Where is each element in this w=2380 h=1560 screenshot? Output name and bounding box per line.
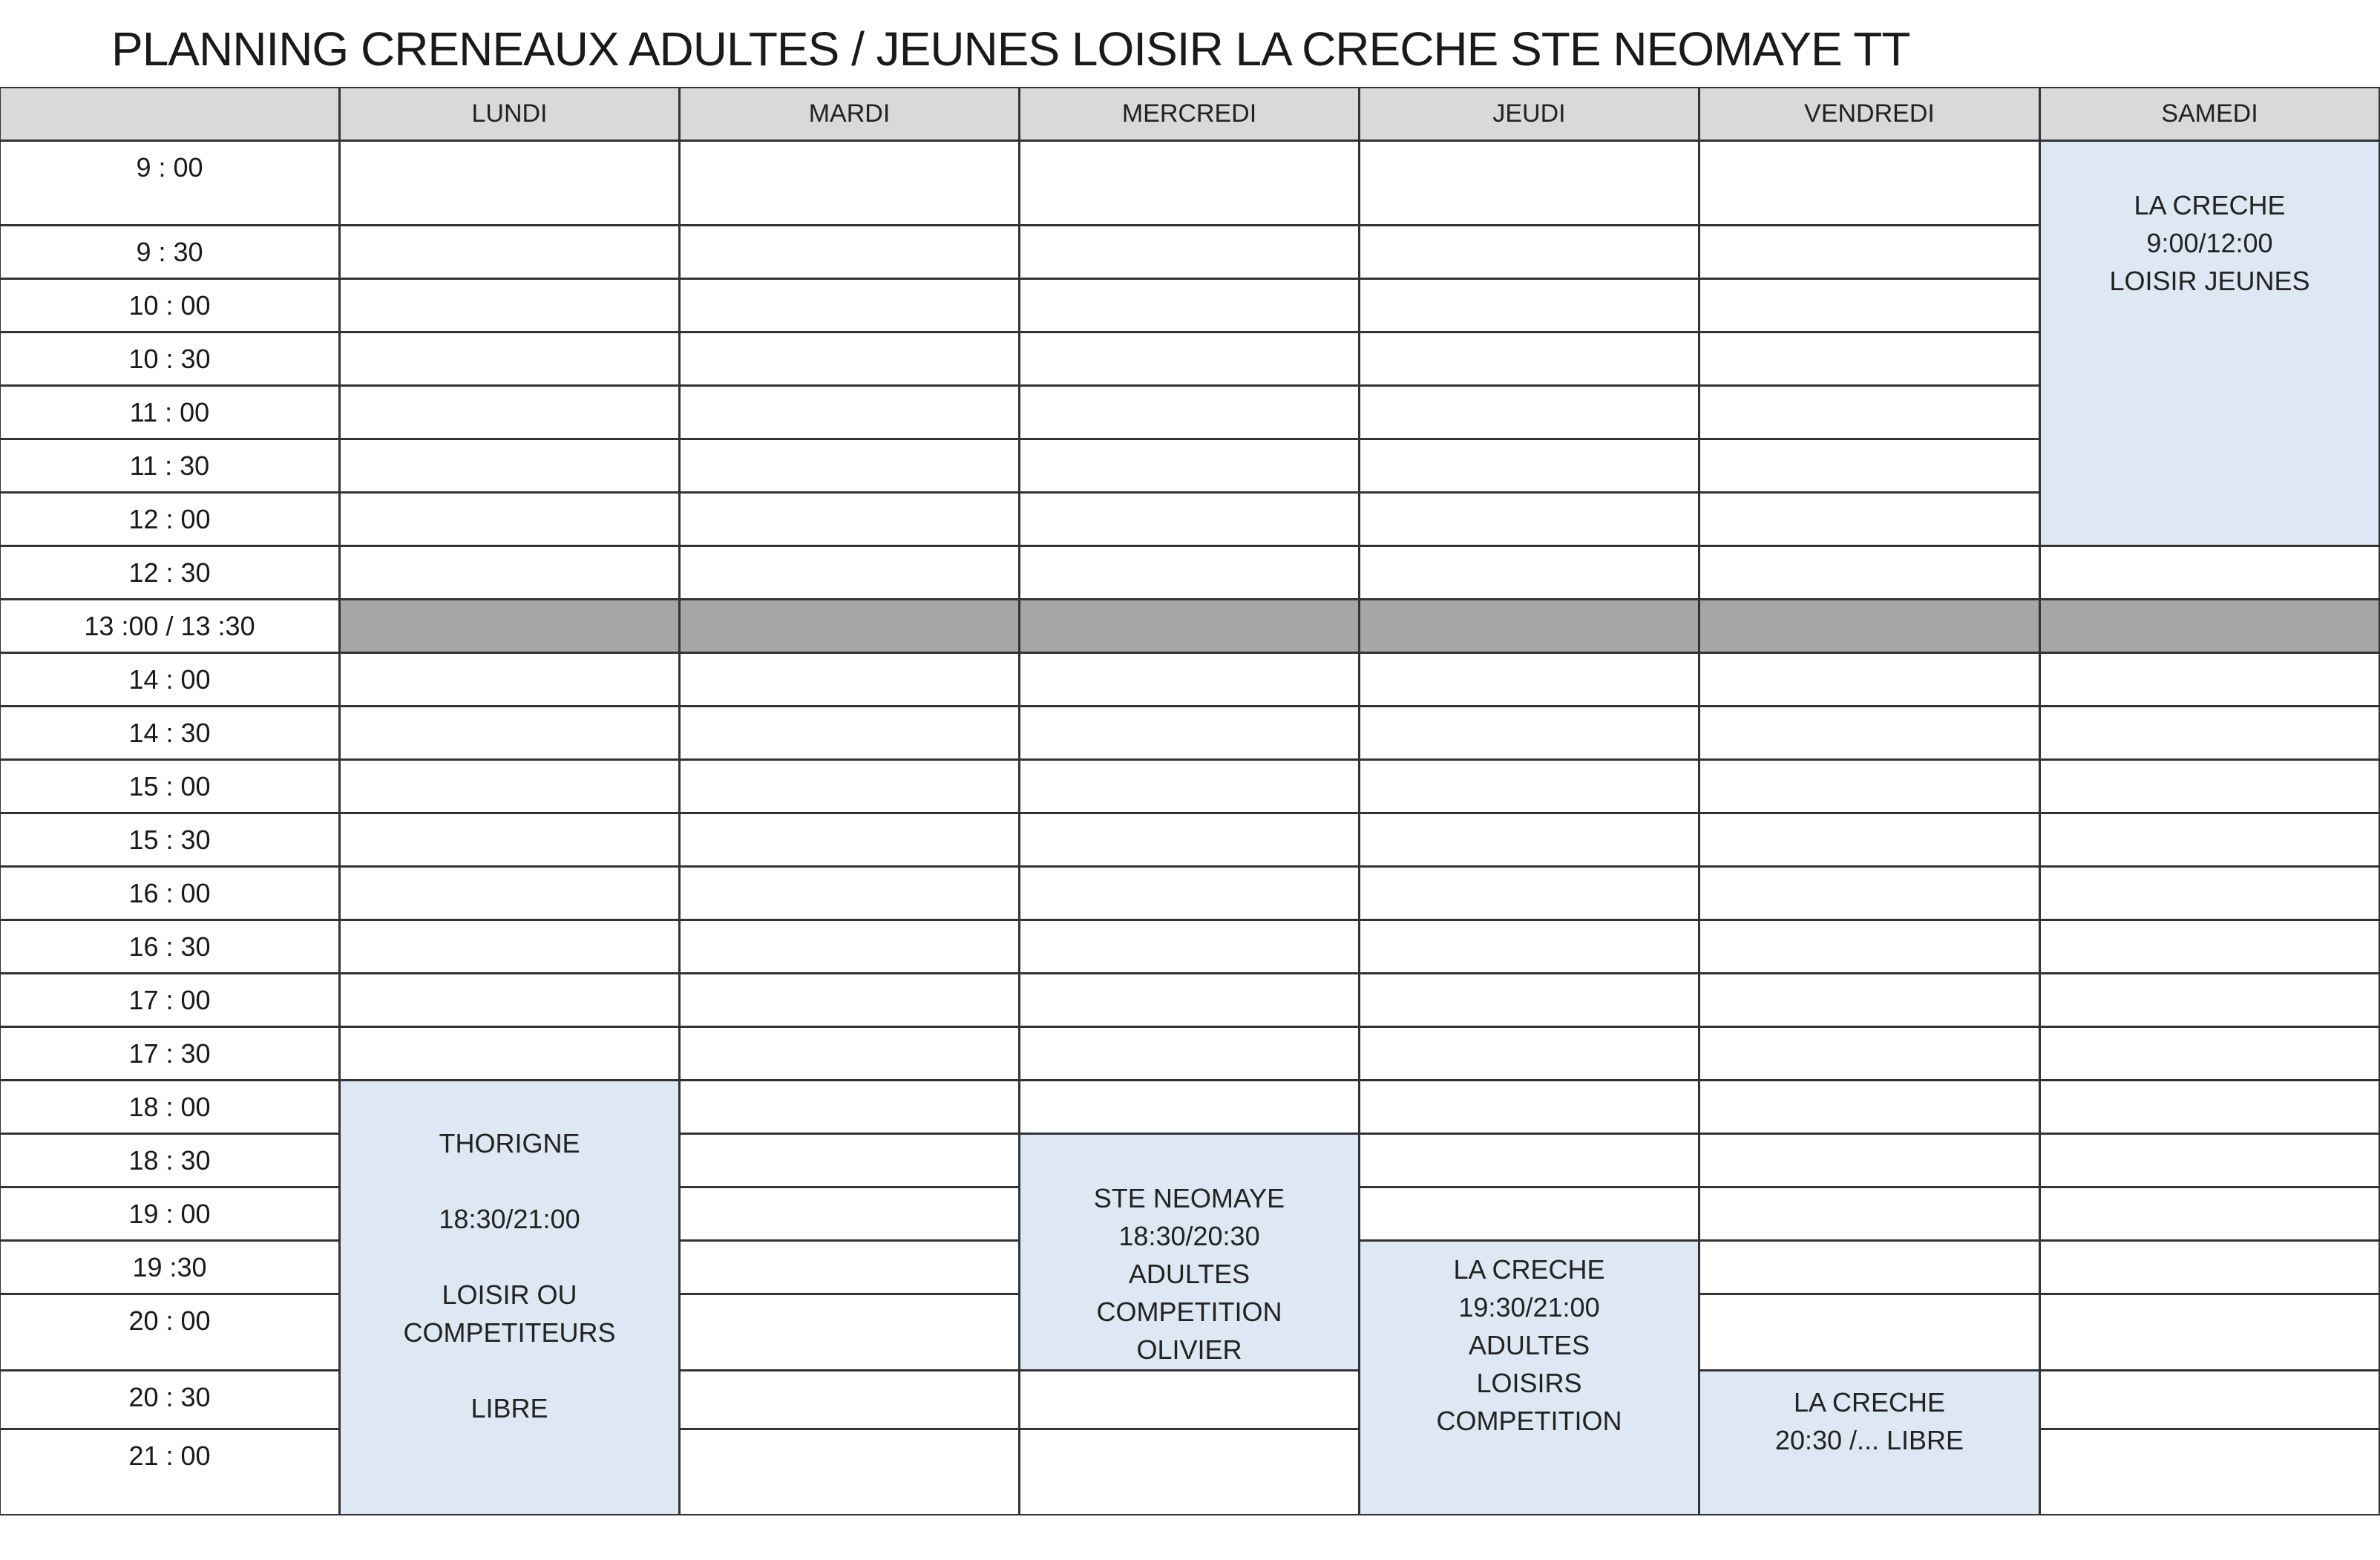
slot-cell[interactable]: [679, 652, 1020, 707]
slot-cell[interactable]: [1019, 332, 1360, 386]
time-label: 19 :30: [0, 1240, 340, 1294]
slot-cell[interactable]: [679, 1429, 1020, 1515]
slot-cell[interactable]: [1699, 652, 2040, 707]
slot-cell[interactable]: [1359, 866, 1699, 920]
slot-cell[interactable]: [339, 545, 680, 600]
slot-cell[interactable]: [1019, 973, 1360, 1027]
time-label: 15 : 30: [0, 813, 340, 867]
slot-cell[interactable]: [1699, 866, 2040, 920]
slot-cell[interactable]: [339, 813, 680, 867]
slot-cell[interactable]: [679, 920, 1020, 974]
event-samedi-lacreche[interactable]: [2039, 140, 2380, 546]
time-label: 12 : 30: [0, 545, 340, 600]
slot-cell[interactable]: [1359, 278, 1699, 332]
slot-cell[interactable]: [679, 759, 1020, 813]
slot-cell[interactable]: [1359, 439, 1699, 493]
slot-cell[interactable]: [1019, 278, 1360, 332]
time-label: 10 : 30: [0, 332, 340, 386]
slot-cell[interactable]: [1699, 813, 2040, 867]
slot-cell[interactable]: [1699, 1133, 2040, 1187]
time-label: 15 : 00: [0, 759, 340, 813]
event-line: LOISIRS: [1476, 1368, 1582, 1398]
slot-cell[interactable]: [2039, 1370, 2380, 1429]
slot-cell[interactable]: [1019, 225, 1360, 279]
time-label: 17 : 30: [0, 1026, 340, 1081]
time-label: 11 : 00: [0, 385, 340, 439]
lunch-break-cell: [1359, 599, 1699, 653]
lunch-break-cell: [679, 599, 1020, 653]
time-label: 13 :00 / 13 :30: [0, 599, 340, 653]
slot-cell[interactable]: [1019, 706, 1360, 760]
slot-cell[interactable]: [1019, 1370, 1360, 1429]
event-line: LOISIR OU: [442, 1279, 577, 1310]
event-line: STE NEOMAYE: [1093, 1183, 1285, 1213]
slot-cell[interactable]: [1359, 706, 1699, 760]
time-label: 20 : 30: [0, 1370, 340, 1429]
slot-cell[interactable]: [339, 920, 680, 974]
slot-cell[interactable]: [1699, 973, 2040, 1027]
slot-cell[interactable]: [2039, 813, 2380, 867]
slot-cell[interactable]: [679, 439, 1020, 493]
slot-cell[interactable]: [2039, 1026, 2380, 1081]
event-lundi-thorigne[interactable]: [339, 1080, 680, 1515]
event-line: ADULTES: [1128, 1259, 1250, 1289]
slot-cell[interactable]: [679, 278, 1020, 332]
slot-cell[interactable]: [1359, 225, 1699, 279]
slot-cell[interactable]: [2039, 920, 2380, 974]
time-label: 9 : 30: [0, 225, 340, 279]
event-vendredi-lacreche[interactable]: [1699, 1370, 2040, 1515]
slot-cell[interactable]: [339, 225, 680, 279]
event-mercredi-steneomaye[interactable]: [1019, 1133, 1360, 1371]
slot-cell[interactable]: [679, 706, 1020, 760]
slot-cell[interactable]: [1699, 759, 2040, 813]
slot-cell[interactable]: [1699, 439, 2040, 493]
slot-cell[interactable]: [339, 973, 680, 1027]
day-header-lundi: LUNDI: [339, 87, 680, 141]
event-line: LA CRECHE: [1793, 1387, 1946, 1418]
slot-cell[interactable]: [2039, 1294, 2380, 1371]
slot-cell[interactable]: [2039, 706, 2380, 760]
slot-cell[interactable]: [2039, 866, 2380, 920]
event-jeudi-lacreche[interactable]: [1359, 1240, 1699, 1515]
slot-cell[interactable]: [1019, 1429, 1360, 1515]
slot-cell[interactable]: [1699, 140, 2040, 226]
slot-cell[interactable]: [2039, 1240, 2380, 1294]
time-label: 17 : 00: [0, 973, 340, 1027]
page-title: PLANNING CRENEAUX ADULTES / JEUNES LOISIR LA CRECHE STE NEOMAYE TT: [111, 22, 1910, 76]
time-label: 11 : 30: [0, 439, 340, 493]
slot-cell[interactable]: [679, 492, 1020, 546]
slot-cell[interactable]: [679, 1294, 1020, 1371]
time-label: 19 : 00: [0, 1187, 340, 1241]
time-label: 12 : 00: [0, 492, 340, 546]
slot-cell[interactable]: [679, 973, 1020, 1027]
slot-cell[interactable]: [2039, 973, 2380, 1027]
slot-cell[interactable]: [1699, 706, 2040, 760]
slot-cell[interactable]: [679, 545, 1020, 600]
event-line: 18:30/20:30: [1118, 1221, 1260, 1251]
slot-cell[interactable]: [2039, 1429, 2380, 1515]
slot-cell[interactable]: [1359, 813, 1699, 867]
event-line: 20:30 /... LIBRE: [1774, 1425, 1964, 1455]
time-label: 14 : 00: [0, 652, 340, 707]
slot-cell[interactable]: [1359, 1187, 1699, 1241]
slot-cell[interactable]: [2039, 1080, 2380, 1134]
slot-cell[interactable]: [2039, 1187, 2380, 1241]
slot-cell[interactable]: [679, 1080, 1020, 1134]
slot-cell[interactable]: [1019, 652, 1360, 707]
time-label: 20 : 00: [0, 1294, 340, 1371]
slot-cell[interactable]: [1019, 140, 1360, 226]
slot-cell[interactable]: [1359, 920, 1699, 974]
slot-cell[interactable]: [1699, 278, 2040, 332]
slot-cell[interactable]: [1019, 545, 1360, 600]
day-header-mercredi: MERCREDI: [1019, 87, 1360, 141]
slot-cell[interactable]: [339, 759, 680, 813]
slot-cell[interactable]: [1699, 920, 2040, 974]
slot-cell[interactable]: [1019, 1026, 1360, 1081]
event-line: COMPETITION: [1436, 1406, 1622, 1436]
slot-cell[interactable]: [1699, 1187, 2040, 1241]
slot-cell[interactable]: [1359, 492, 1699, 546]
slot-cell[interactable]: [2039, 1133, 2380, 1187]
slot-cell[interactable]: [1699, 385, 2040, 439]
slot-cell[interactable]: [1359, 1133, 1699, 1187]
lunch-break-cell: [1699, 599, 2040, 653]
day-header-samedi: SAMEDI: [2039, 87, 2380, 141]
time-label: 10 : 00: [0, 278, 340, 332]
slot-cell[interactable]: [679, 385, 1020, 439]
slot-cell[interactable]: [1019, 920, 1360, 974]
slot-cell[interactable]: [679, 1240, 1020, 1294]
slot-cell[interactable]: [1359, 973, 1699, 1027]
slot-cell[interactable]: [1699, 332, 2040, 386]
slot-cell[interactable]: [1019, 385, 1360, 439]
time-label: 18 : 00: [0, 1080, 340, 1134]
slot-cell[interactable]: [1359, 1026, 1699, 1081]
slot-cell[interactable]: [339, 332, 680, 386]
slot-cell[interactable]: [679, 225, 1020, 279]
event-line: 18:30/21:00: [439, 1204, 580, 1234]
slot-cell[interactable]: [1359, 140, 1699, 226]
slot-cell[interactable]: [679, 866, 1020, 920]
day-header-mardi: MARDI: [679, 87, 1020, 141]
event-line: 9:00/12:00: [2146, 228, 2273, 258]
slot-cell[interactable]: [679, 1187, 1020, 1241]
time-label: 16 : 30: [0, 920, 340, 974]
time-label: 9 : 00: [0, 140, 340, 226]
slot-cell[interactable]: [679, 1370, 1020, 1429]
slot-cell[interactable]: [2039, 652, 2380, 707]
event-line: ADULTES: [1468, 1330, 1590, 1360]
day-header-jeudi: JEUDI: [1359, 87, 1699, 141]
event-line: LOISIR JEUNES: [2109, 266, 2310, 296]
day-header-vendredi: VENDREDI: [1699, 87, 2040, 141]
slot-cell[interactable]: [679, 1133, 1020, 1187]
slot-cell[interactable]: [1019, 866, 1360, 920]
slot-cell[interactable]: [1019, 1080, 1360, 1134]
slot-cell[interactable]: [339, 1026, 680, 1081]
slot-cell[interactable]: [679, 813, 1020, 867]
event-line: COMPETITEURS: [403, 1317, 616, 1348]
event-line: 19:30/21:00: [1458, 1292, 1600, 1323]
slot-cell[interactable]: [339, 140, 680, 226]
slot-cell[interactable]: [1699, 545, 2040, 600]
event-line: LIBRE: [471, 1393, 548, 1423]
slot-cell[interactable]: [1359, 652, 1699, 707]
slot-cell[interactable]: [1019, 759, 1360, 813]
slot-cell[interactable]: [1359, 332, 1699, 386]
slot-cell[interactable]: [339, 866, 680, 920]
slot-cell[interactable]: [1019, 439, 1360, 493]
lunch-break-cell: [2039, 599, 2380, 653]
slot-cell[interactable]: [679, 332, 1020, 386]
slot-cell[interactable]: [1019, 813, 1360, 867]
slot-cell[interactable]: [1699, 225, 2040, 279]
event-line: OLIVIER: [1136, 1334, 1242, 1365]
slot-cell[interactable]: [339, 278, 680, 332]
slot-cell[interactable]: [679, 1026, 1020, 1081]
slot-cell[interactable]: [1699, 1026, 2040, 1081]
slot-cell[interactable]: [339, 652, 680, 707]
slot-cell[interactable]: [1359, 1080, 1699, 1134]
event-line: THORIGNE: [439, 1128, 580, 1158]
header-corner: [0, 87, 340, 141]
slot-cell[interactable]: [339, 706, 680, 760]
slot-cell[interactable]: [339, 492, 680, 546]
time-label: 14 : 30: [0, 706, 340, 760]
event-line: COMPETITION: [1096, 1297, 1282, 1327]
slot-cell[interactable]: [2039, 545, 2380, 600]
event-line: LA CRECHE: [2134, 190, 2286, 220]
time-label: 16 : 00: [0, 866, 340, 920]
slot-cell[interactable]: [1699, 1080, 2040, 1134]
time-label: 21 : 00: [0, 1429, 340, 1515]
time-label: 18 : 30: [0, 1133, 340, 1187]
slot-cell[interactable]: [679, 140, 1020, 226]
slot-cell[interactable]: [1359, 759, 1699, 813]
slot-cell[interactable]: [1019, 492, 1360, 546]
slot-cell[interactable]: [1699, 1294, 2040, 1371]
slot-cell[interactable]: [1359, 385, 1699, 439]
slot-cell[interactable]: [1359, 545, 1699, 600]
slot-cell[interactable]: [339, 385, 680, 439]
slot-cell[interactable]: [1699, 492, 2040, 546]
event-line: LA CRECHE: [1453, 1254, 1605, 1285]
lunch-break-cell: [339, 599, 680, 653]
slot-cell[interactable]: [339, 439, 680, 493]
slot-cell[interactable]: [2039, 759, 2380, 813]
lunch-break-cell: [1019, 599, 1360, 653]
slot-cell[interactable]: [1699, 1240, 2040, 1294]
